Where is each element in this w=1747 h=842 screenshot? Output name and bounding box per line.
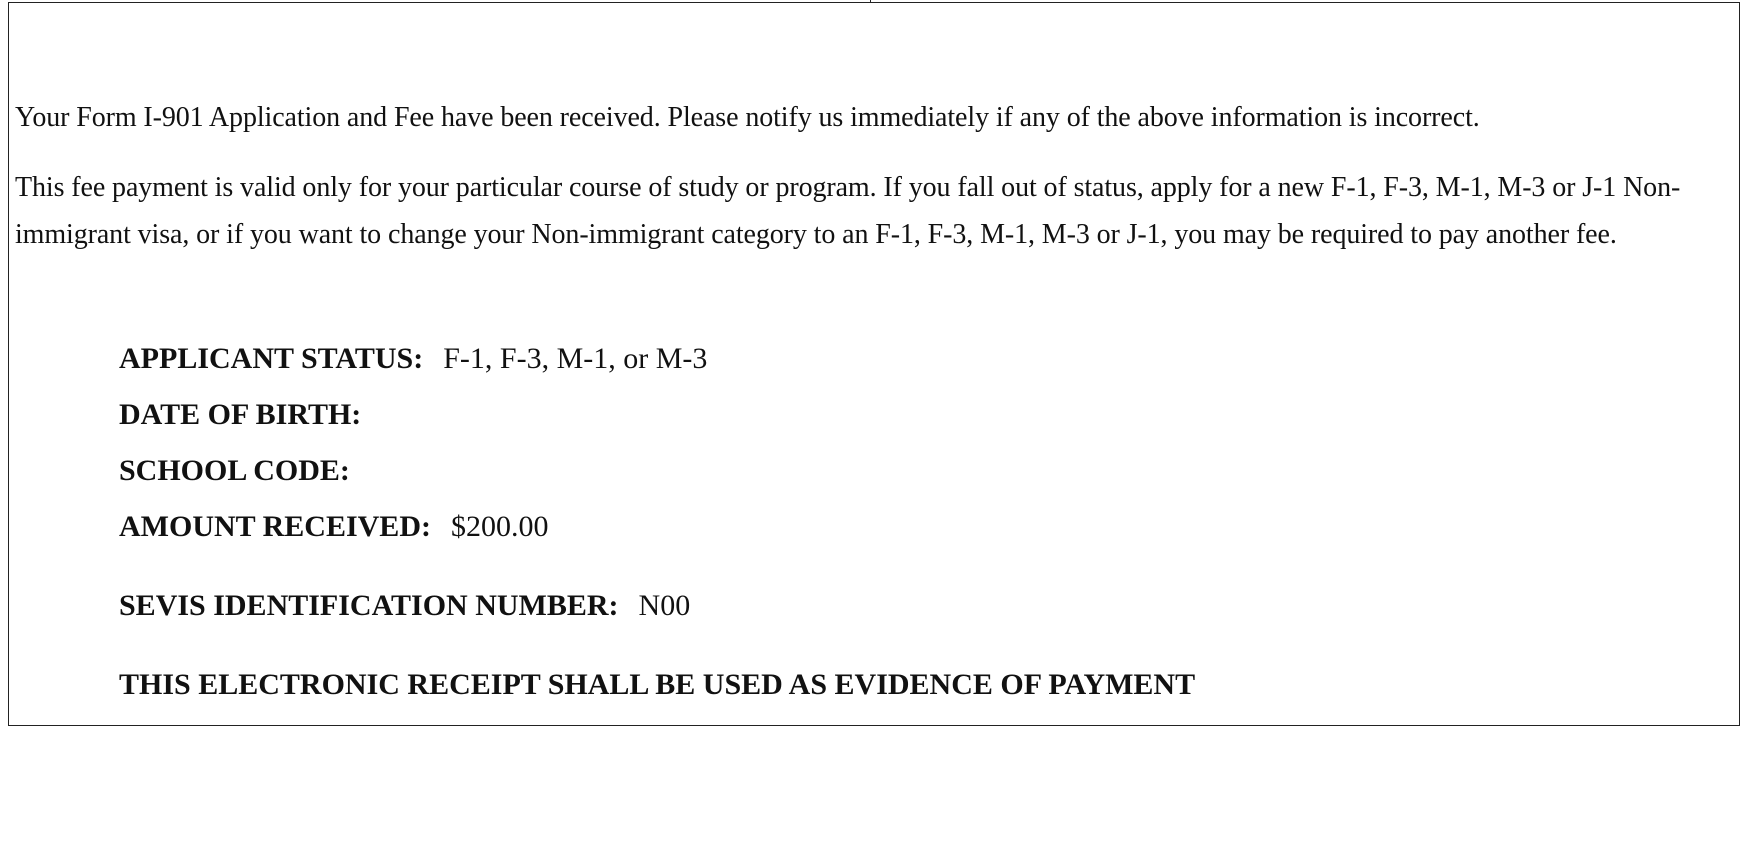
fee-validity-paragraph: This fee payment is valid only for your particular course of study or program. If you fall out of status, apply for a new F-1, F-3, M-1, M-3 or J-1 Non-immigrant visa, or if you want to change your Non-immigrant category to an F-1, F-3, M-1, M-3 or J-1, you may be required to pay another fee. (15, 172, 1681, 250)
school-code-row (119, 453, 370, 489)
received-notice-paragraph: Your Form I-901 Application and Fee have been received. Please notify us immediately if any of the above information is incorrect. (15, 102, 1480, 133)
applicant-status-value: F-1, F-3, M-1, or M-3 (443, 342, 708, 375)
sevis-id-label: SEVIS IDENTIFICATION NUMBER: (119, 589, 619, 622)
applicant-status-label: APPLICANT STATUS: (119, 342, 424, 375)
amount-received-label: AMOUNT RECEIVED: (119, 510, 431, 543)
date-of-birth-label: DATE OF BIRTH: (119, 398, 362, 431)
sevis-id-value: N00 (638, 589, 691, 622)
amount-received-row (119, 509, 548, 545)
receipt-panel (8, 2, 1740, 726)
sevis-id-row (119, 588, 690, 624)
date-of-birth-row (119, 397, 381, 433)
school-code-label: SCHOOL CODE: (119, 454, 350, 487)
evidence-of-payment-notice: THIS ELECTRONIC RECEIPT SHALL BE USED AS EVIDENCE OF PAYMENT (119, 668, 1196, 701)
applicant-status-row (119, 341, 707, 377)
amount-received-value: $200.00 (450, 510, 549, 543)
